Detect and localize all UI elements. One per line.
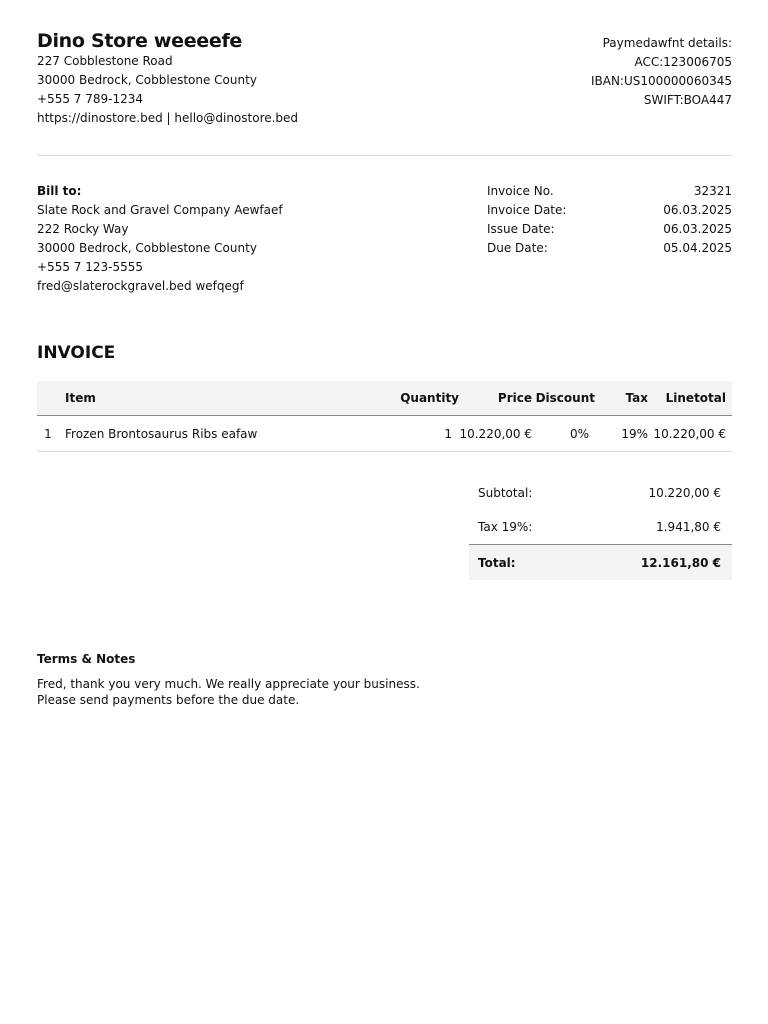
header-item: Item: [65, 391, 96, 405]
payment-iban: IBAN:US100000060345: [590, 74, 732, 88]
meta-label: Invoice Date:: [487, 203, 567, 217]
total-value: 12.161,80 €: [640, 555, 721, 570]
meta-due-date: [487, 239, 732, 258]
row-discount: 0%: [569, 426, 589, 441]
row-price: 10.220,00 €: [459, 426, 532, 441]
row-linetotal: 10.220,00 €: [653, 426, 726, 441]
table-row: [37, 416, 732, 452]
subtotal-value: 10.220,00 €: [648, 486, 721, 500]
items-table: [37, 381, 732, 452]
notes-line2: Please send payments before the due date.: [37, 693, 300, 707]
row-quantity: 1: [444, 426, 452, 441]
bill-to-city: 30000 Bedrock, Cobblestone County: [37, 241, 257, 255]
invoice-heading: INVOICE: [37, 343, 116, 363]
bill-to-title: Bill to:: [37, 184, 82, 198]
meta-value: 32321: [693, 184, 732, 198]
header-linetotal: Linetotal: [665, 391, 726, 405]
header-divider: [37, 155, 732, 156]
meta-label: Issue Date:: [487, 222, 555, 236]
meta-value: 06.03.2025: [663, 222, 732, 236]
total-row: [469, 544, 732, 580]
tax-row: [469, 510, 732, 544]
bill-to-company: Slate Rock and Gravel Company Aewfaef: [37, 203, 283, 217]
payment-details: [591, 34, 732, 110]
tax-value: 1.941,80 €: [656, 520, 721, 534]
seller-address-line1: 227 Cobblestone Road: [37, 54, 173, 68]
totals-block: [469, 476, 732, 580]
row-tax: 19%: [621, 426, 648, 441]
meta-label: Invoice No.: [487, 184, 554, 198]
header-tax: Tax: [625, 391, 648, 405]
header-price: Price: [497, 391, 532, 405]
notes-title: Terms & Notes: [37, 652, 136, 666]
items-table-header: [37, 381, 732, 416]
header-discount: Discount: [535, 391, 595, 405]
total-label: Total:: [478, 555, 516, 570]
payment-acc: ACC:123006705: [634, 55, 732, 69]
bill-to-phone: +555 7 123-5555: [37, 260, 143, 274]
meta-value: 06.03.2025: [663, 203, 732, 217]
payment-swift: SWIFT:BOA447: [643, 93, 732, 107]
seller-address-block: [37, 52, 298, 128]
seller-web-email: https://dinostore.bed | hello@dinostore.bed: [37, 111, 299, 125]
meta-issue-date: [487, 220, 732, 239]
bill-to-block: [37, 182, 283, 296]
header-quantity: Quantity: [400, 391, 459, 405]
seller-name: Dino Store weeeefe: [37, 30, 243, 52]
row-number: 1: [44, 426, 52, 441]
payment-title: Paymedawfnt details:: [602, 36, 732, 50]
seller-address-line2: 30000 Bedrock, Cobblestone County: [37, 73, 257, 87]
bill-to-email: fred@slaterockgravel.bed wefqegf: [37, 279, 244, 293]
tax-label: Tax 19%:: [478, 520, 533, 534]
subtotal-label: Subtotal:: [478, 486, 533, 500]
meta-invoice-no: [487, 182, 732, 201]
seller-phone: +555 7 789-1234: [37, 92, 143, 106]
notes-body: [37, 676, 420, 708]
meta-label: Due Date:: [487, 241, 548, 255]
invoice-meta: [487, 182, 732, 258]
bill-to-street: 222 Rocky Way: [37, 222, 129, 236]
notes-line1: Fred, thank you very much. We really appreciate your business.: [37, 677, 420, 691]
row-item: Frozen Brontosaurus Ribs eafaw: [65, 426, 258, 441]
subtotal-row: [469, 476, 732, 510]
meta-invoice-date: [487, 201, 732, 220]
meta-value: 05.04.2025: [663, 241, 732, 255]
